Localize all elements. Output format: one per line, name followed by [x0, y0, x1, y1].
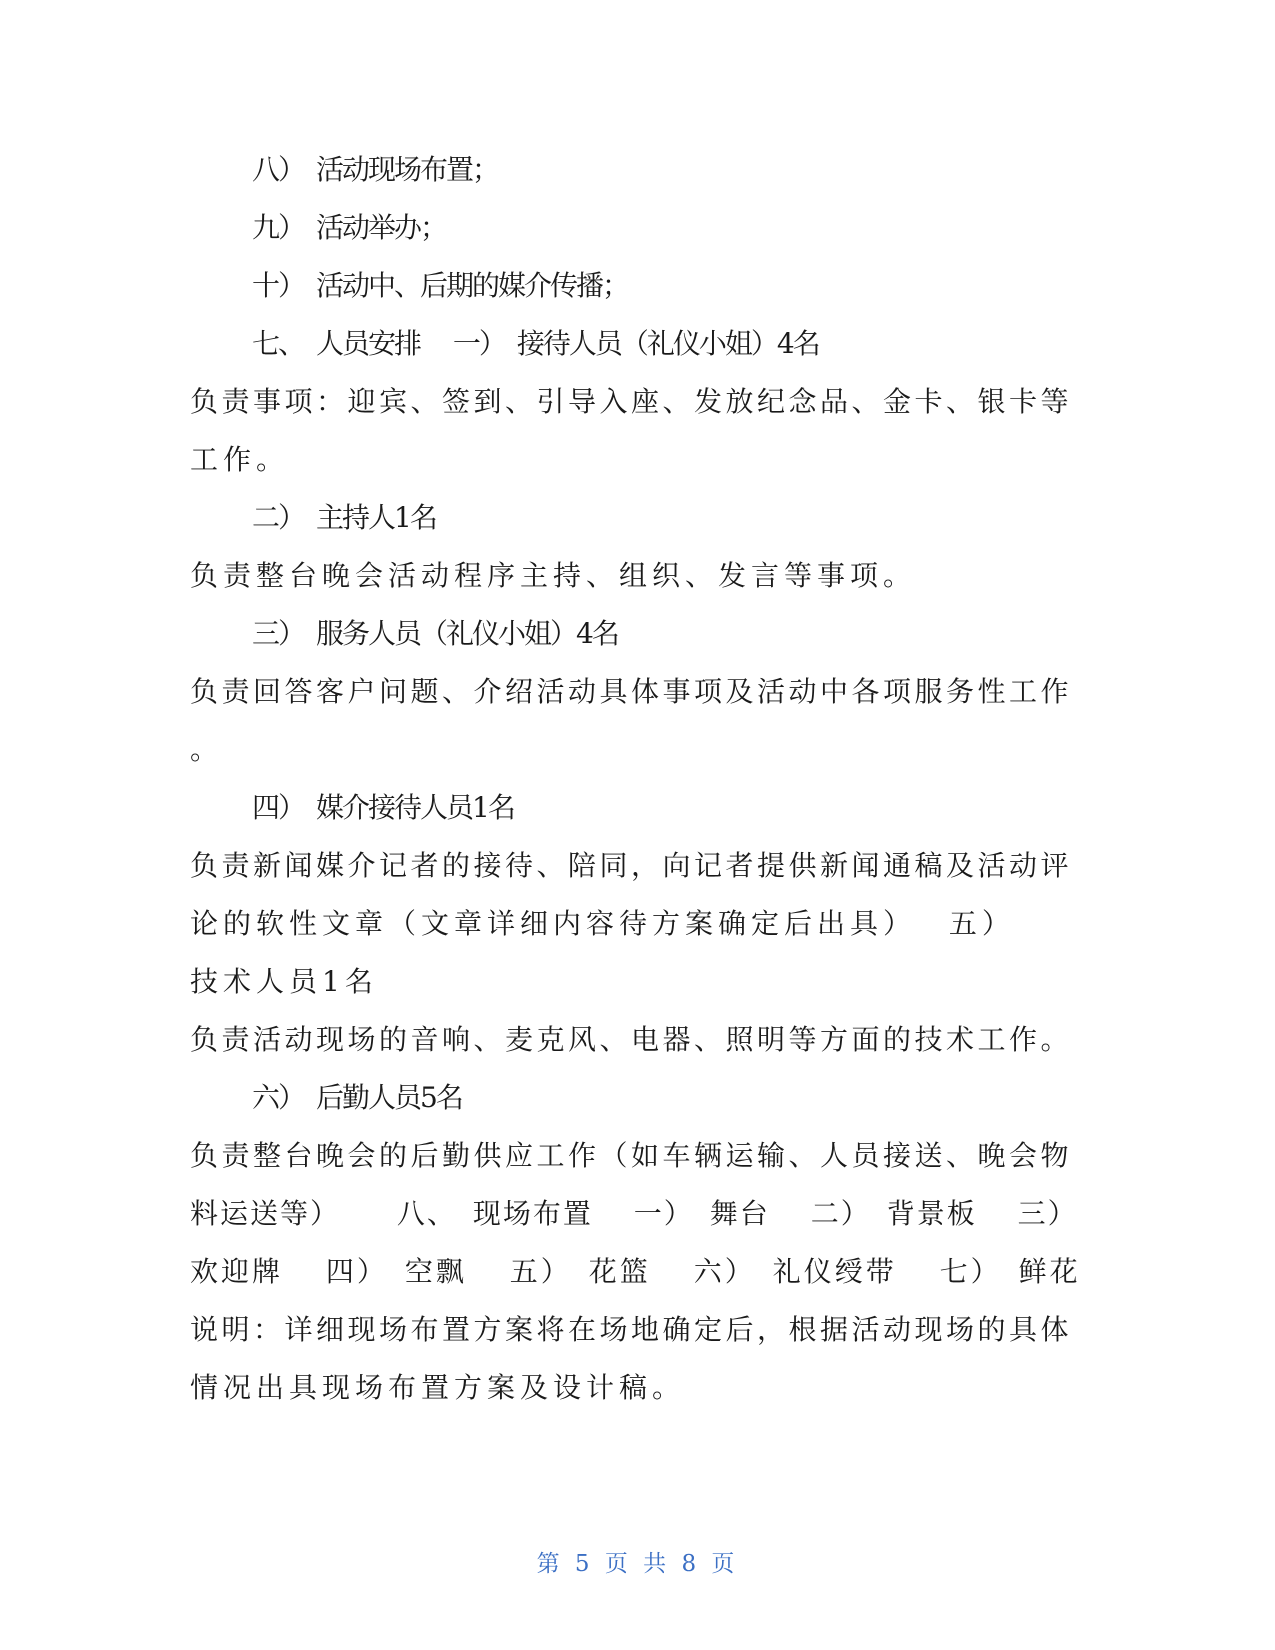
text-line: 六） 后勤人员5名: [252, 1081, 462, 1114]
text-line: 料运送等） 八、 现场布置 一） 舞台 二） 背景板 三）: [190, 1197, 1078, 1230]
text-line: 技术人员1名: [190, 965, 378, 998]
text-line: 八） 活动现场布置；: [252, 153, 499, 186]
text-line: 负责新闻媒介记者的接待、陪同，向记者提供新闻通稿及活动评: [190, 849, 1073, 882]
text-line: 。: [190, 733, 224, 766]
text-line: 负责活动现场的音响、麦克风、电器、照明等方面的技术工作。: [190, 1023, 1073, 1056]
text-line: 负责整台晚会活动程序主持、组织、发言等事项。: [190, 559, 917, 592]
text-line: 七、 人员安排 一） 接待人员（礼仪小姐）4名: [252, 327, 819, 360]
text-line: 九） 活动举办；: [252, 211, 447, 244]
page-number-footer: 第 5 页 共 8 页: [536, 1551, 739, 1577]
text-line: 欢迎牌 四） 空飘 五） 花篮 六） 礼仪绶带 七） 鲜花: [190, 1255, 1081, 1288]
text-line: 二） 主持人1名: [252, 501, 436, 534]
text-line: 情况出具现场布置方案及设计稿。: [190, 1371, 686, 1404]
text-line: 说明：详细现场布置方案将在场地确定后，根据活动现场的具体: [190, 1313, 1073, 1346]
text-line: 负责回答客户问题、介绍活动具体事项及活动中各项服务性工作: [190, 675, 1073, 708]
text-line: 负责整台晚会的后勤供应工作（如车辆运输、人员接送、晚会物: [190, 1139, 1073, 1172]
text-line: 负责事项：迎宾、签到、引导入座、发放纪念品、金卡、银卡等: [190, 385, 1073, 418]
text-line: 四） 媒介接待人员1名: [252, 791, 514, 824]
text-line: 三） 服务人员（礼仪小姐）4名: [252, 617, 618, 650]
text-line: 论的软性文章（文章详细内容待方案确定后出具） 五）: [190, 907, 1015, 940]
text-line: 十） 活动中、后期的媒介传播；: [252, 269, 629, 302]
text-line: 工作。: [190, 443, 290, 476]
